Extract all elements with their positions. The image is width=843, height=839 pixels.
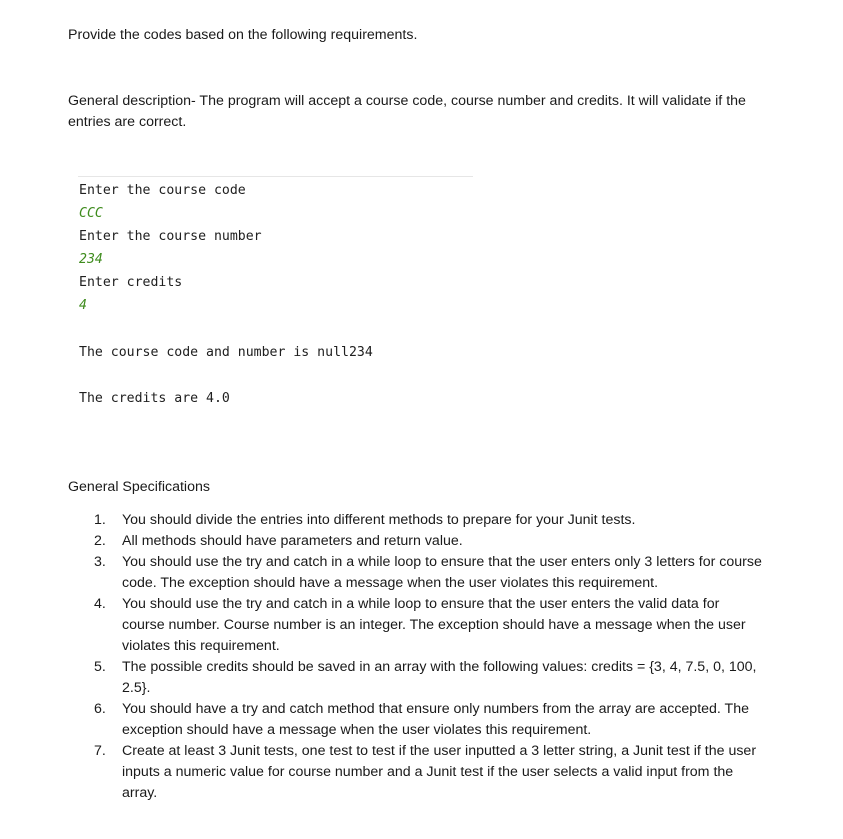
input-credits: 4 — [79, 298, 87, 313]
input-course-number: 234 — [79, 252, 103, 267]
spec-text: Create at least 3 Junit tests, one test to test if the user inputted a 3 letter string, a Junit test if the user inputs a numeric value for course number and a Junit test if the user selects a valid input from the array. — [122, 743, 757, 801]
console-output — [78, 176, 473, 406]
specs-heading: General Specifications — [68, 479, 210, 495]
spec-item — [94, 741, 764, 804]
result-code-number: The course code and number is null234 — [79, 345, 373, 360]
prompt-credits: Enter credits — [79, 275, 183, 290]
spec-text: You should use the try and catch in a while loop to ensure that the user enters only 3 letters for course code. The exception should have a message when the user violates this requirement. — [122, 554, 762, 591]
spec-number: 6. — [94, 701, 106, 717]
general-description: General description- The program will accept a course code, course number and credits. It will validate if the entries are correct. — [68, 93, 746, 130]
spec-list — [94, 510, 764, 804]
input-course-code: CCC — [79, 206, 103, 221]
spec-number: 3. — [94, 554, 106, 570]
spec-text: The possible credits should be saved in an array with the following values: credits = {3, 4, 7.5, 0, 100, 2.5}. — [122, 659, 757, 696]
spec-number: 2. — [94, 533, 106, 549]
spec-text: You should have a try and catch method that ensure only numbers from the array are accepted. The exception should have a message when the user violates this requirement. — [122, 701, 749, 738]
result-credits: The credits are 4.0 — [79, 391, 230, 406]
spec-text: You should use the try and catch in a while loop to ensure that the user enters the valid data for course number. Course number is an integer. The exception should have a message when the user violates this requirement. — [122, 596, 746, 654]
spec-item — [94, 657, 764, 699]
prompt-course-code: Enter the course code — [79, 183, 246, 198]
intro-text: Provide the codes based on the following requirements. — [68, 27, 418, 43]
spec-number: 7. — [94, 743, 106, 759]
spec-text: All methods should have parameters and return value. — [122, 533, 463, 549]
spec-number: 5. — [94, 659, 106, 675]
spec-text: You should divide the entries into different methods to prepare for your Junit tests. — [122, 512, 636, 528]
spec-item — [94, 594, 764, 657]
spec-number: 1. — [94, 512, 106, 528]
prompt-course-number: Enter the course number — [79, 229, 262, 244]
spec-item — [94, 510, 764, 531]
spec-item — [94, 552, 764, 594]
spec-item — [94, 531, 764, 552]
spec-number: 4. — [94, 596, 106, 612]
spec-item — [94, 699, 764, 741]
